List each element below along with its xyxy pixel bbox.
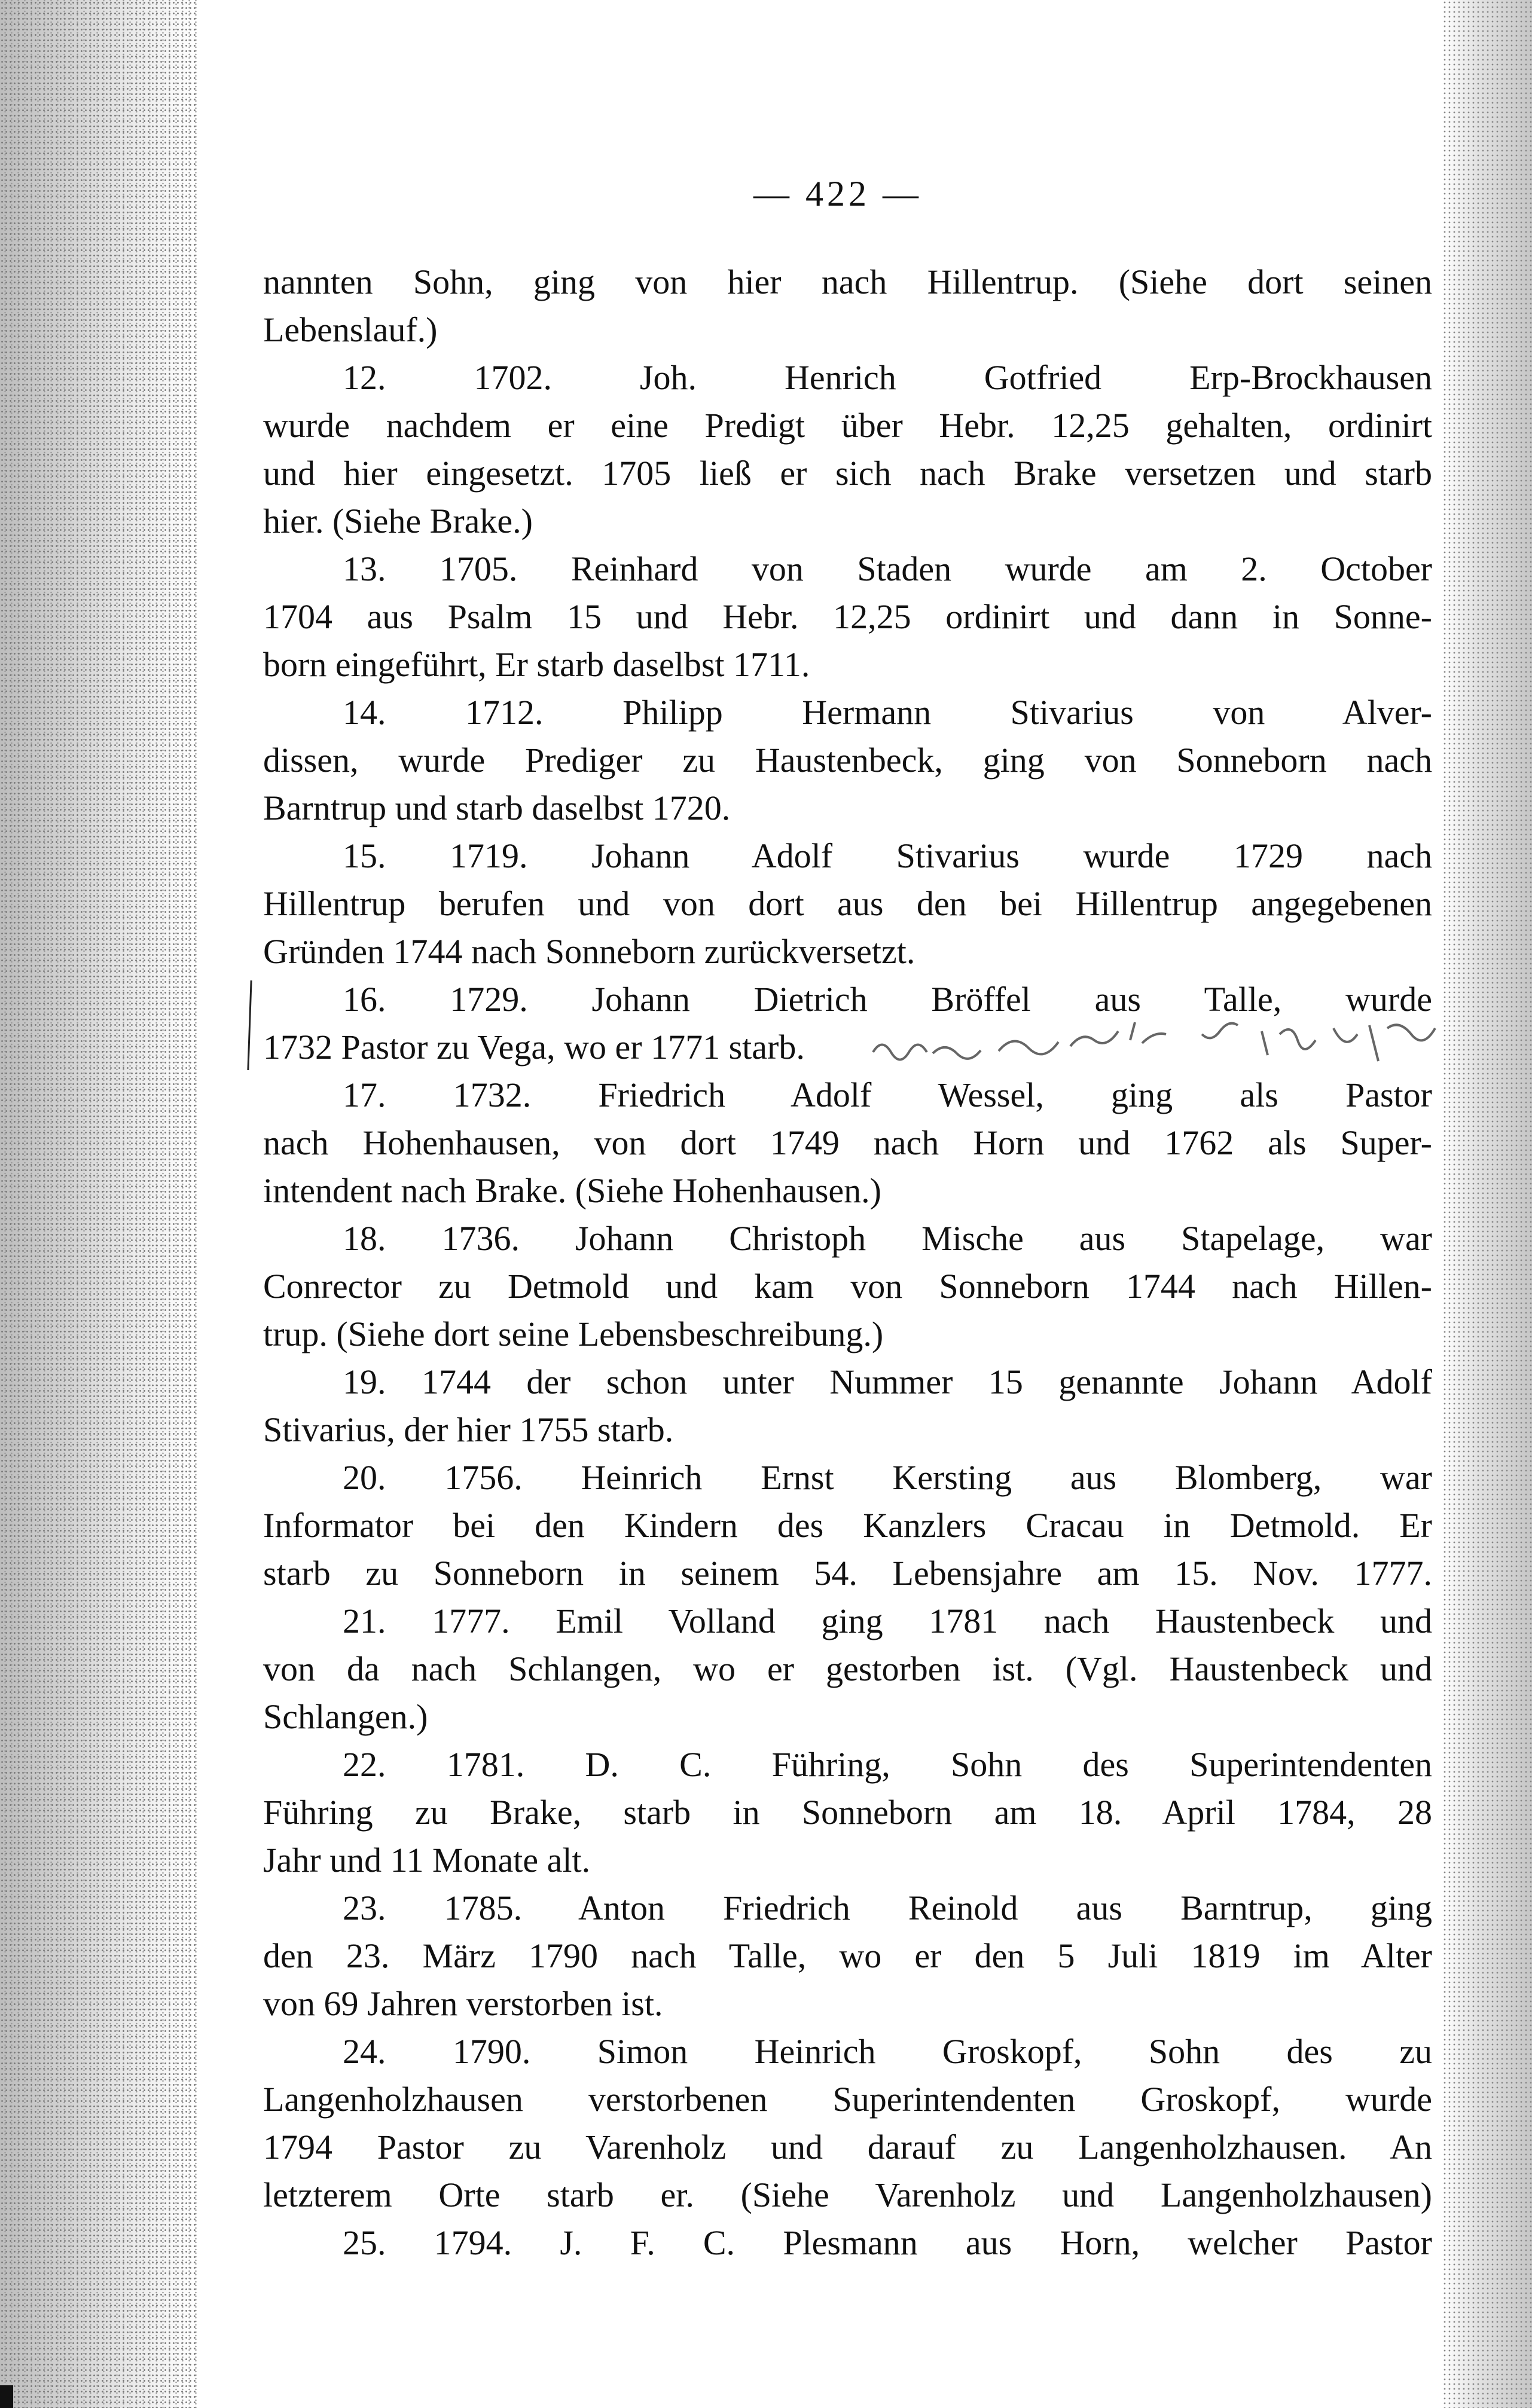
page-number: — 422 — xyxy=(753,174,922,213)
entry-20: 20. 1756. Heinrich Ernst Kersting aus Blomberg, war xyxy=(343,1458,1432,1497)
entry-12: 12. 1702. Joh. Henrich Gotfried Erp-Brockhausen xyxy=(343,358,1432,397)
text-line: 1794 Pastor zu Varenholz und darauf zu Langenholzhausen. An xyxy=(263,2128,1432,2166)
text-line: Stivarius, der hier 1755 starb. xyxy=(263,1410,674,1449)
text-line: Führing zu Brake, starb in Sonneborn am 18. April 1784, 28 xyxy=(263,1793,1432,1832)
entry-19: 19. 1744 der schon unter Nummer 15 genannte Johann Adolf xyxy=(343,1362,1432,1401)
text-line: dissen, wurde Prediger zu Haustenbeck, ging von Sonneborn nach xyxy=(263,741,1432,780)
text-line: intendent nach Brake. (Siehe Hohenhausen.) xyxy=(263,1171,881,1210)
text-line: Hillentrup berufen und von dort aus den bei Hillentrup angegebenen xyxy=(263,884,1432,923)
text-line: von 69 Jahren verstorben ist. xyxy=(263,1984,663,2023)
entry-22: 22. 1781. D. C. Führing, Sohn des Superintendenten xyxy=(343,1745,1432,1784)
text-line: 1732 Pastor zu Vega, wo er 1771 starb. xyxy=(263,1028,805,1067)
text-line: von da nach Schlangen, wo er gestorben ist. (Vgl. Haustenbeck und xyxy=(263,1649,1432,1688)
text-line: born eingeführt, Er starb daselbst 1711. xyxy=(263,645,810,684)
entry-23: 23. 1785. Anton Friedrich Reinold aus Barntrup, ging xyxy=(343,1888,1432,1927)
text-line: letzterem Orte starb er. (Siehe Varenholz und Langenholzhausen) xyxy=(263,2175,1432,2214)
text-line: Gründen 1744 nach Sonneborn zurückversetzt. xyxy=(263,932,915,971)
scan-corner-mark xyxy=(0,2385,13,2408)
text-line: nach Hohenhausen, von dort 1749 nach Horn und 1762 als Super- xyxy=(263,1123,1432,1162)
entry-14: 14. 1712. Philipp Hermann Stivarius von Alver- xyxy=(343,693,1432,732)
text-line: Barntrup und starb daselbst 1720. xyxy=(263,789,731,827)
entry-13: 13. 1705. Reinhard von Staden wurde am 2. October xyxy=(343,549,1432,588)
entry-15: 15. 1719. Johann Adolf Stivarius wurde 1729 nach xyxy=(343,836,1432,875)
scan-edge-left xyxy=(0,0,197,2408)
text-line: den 23. März 1790 nach Talle, wo er den 5 Juli 1819 im Alter xyxy=(263,1936,1432,1975)
entry-16: 16. 1729. Johann Dietrich Bröffel aus Talle, wurde xyxy=(343,980,1432,1019)
body-text xyxy=(263,258,1432,2267)
text-line: wurde nachdem er eine Predigt über Hebr. 12,25 gehalten, ordinirt xyxy=(263,406,1432,445)
entry-18: 18. 1736. Johann Christoph Mische aus Stapelage, war xyxy=(343,1219,1432,1258)
text-line: Schlangen.) xyxy=(263,1697,428,1736)
scan-edge-right xyxy=(1442,0,1532,2408)
entry-25: 25. 1794. J. F. C. Plesmann aus Horn, welcher Pastor xyxy=(343,2223,1432,2262)
text-line: 1704 aus Psalm 15 und Hebr. 12,25 ordinirt und dann in Sonne- xyxy=(263,597,1432,636)
text-line: trup. (Siehe dort seine Lebensbeschreibung.) xyxy=(263,1315,884,1353)
text-line: hier. (Siehe Brake.) xyxy=(263,502,533,540)
text-line: starb zu Sonneborn in seinem 54. Lebensjahre am 15. Nov. 1777. xyxy=(263,1554,1432,1593)
entry-24: 24. 1790. Simon Heinrich Groskopf, Sohn des zu xyxy=(343,2032,1432,2071)
entry-21: 21. 1777. Emil Volland ging 1781 nach Haustenbeck und xyxy=(343,1602,1432,1640)
text-line: Langenholzhausen verstorbenen Superintendenten Groskopf, wurde xyxy=(263,2080,1432,2119)
text-line: nannten Sohn, ging von hier nach Hillentrup. (Siehe dort seinen xyxy=(263,262,1432,301)
margin-pencil-mark xyxy=(247,980,252,1070)
text-line: und hier eingesetzt. 1705 ließ er sich nach Brake versetzen und starb xyxy=(263,454,1432,493)
text-line: Conrector zu Detmold und kam von Sonneborn 1744 nach Hillen- xyxy=(263,1267,1432,1306)
text-line: Jahr und 11 Monate alt. xyxy=(263,1841,591,1880)
text-line: Lebenslauf.) xyxy=(263,310,438,349)
entry-17: 17. 1732. Friedrich Adolf Wessel, ging als Pastor xyxy=(343,1075,1432,1114)
text-line: Informator bei den Kindern des Kanzlers Cracau in Detmold. Er xyxy=(263,1506,1432,1545)
